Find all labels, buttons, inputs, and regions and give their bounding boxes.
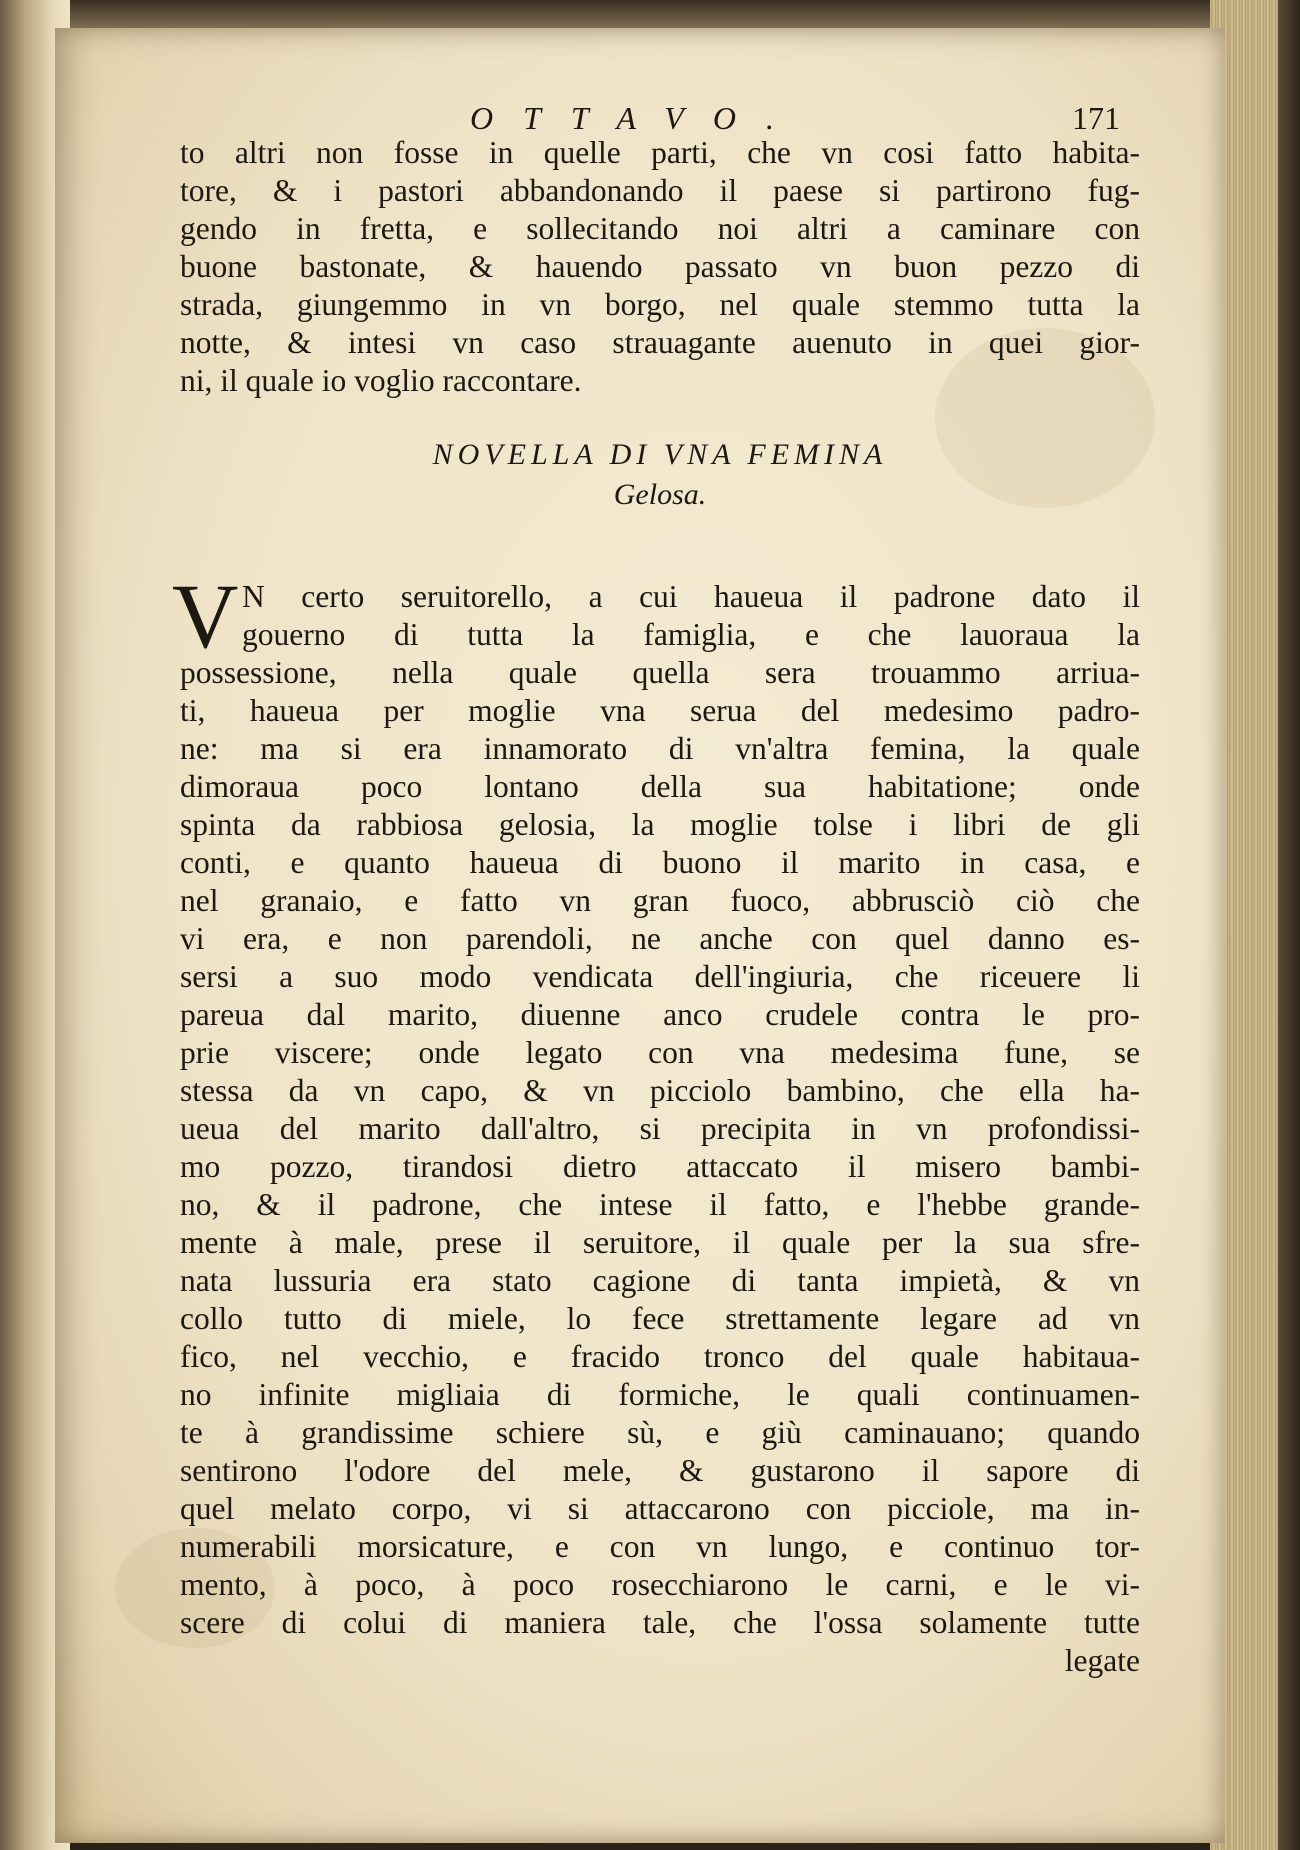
text-line: numerabili morsicature, e con vn lungo, e continuo tor- — [180, 1529, 1140, 1564]
text-line: sentirono l'odore del mele, & gustarono il sapore di — [180, 1453, 1140, 1488]
novella-subtitle: Gelosa. — [613, 478, 707, 511]
text-line: vi era, e non parendoli, ne anche con quel danno es- — [180, 921, 1140, 956]
text-line: gouerno di tutta la famiglia, e che lauoraua la — [242, 617, 1140, 652]
text-line: N certo seruitorello, a cui haueua il padrone dato il — [242, 579, 1140, 614]
text-line: pareua dal marito, diuenne anco crudele contra le pro- — [180, 997, 1140, 1032]
page — [55, 28, 1225, 1843]
text-line: scere di colui di maniera tale, che l'ossa solamente tutte — [180, 1605, 1140, 1640]
text-line: nel granaio, e fatto vn gran fuoco, abbrusciò ciò che — [180, 883, 1140, 918]
text-line: ueua del marito dall'altro, si precipita in vn profondissi- — [180, 1111, 1140, 1146]
text-line: quel melato corpo, vi si attaccarono con picciole, ma in- — [180, 1491, 1140, 1526]
text-line: te à grandissime schiere sù, e giù caminauano; quando — [180, 1415, 1140, 1450]
catchword: legate — [1064, 1643, 1140, 1678]
text-line: mente à male, prese il seruitore, il quale per la sua sfre- — [180, 1225, 1140, 1260]
text-line: stessa da vn capo, & vn picciolo bambino, che ella ha- — [180, 1073, 1140, 1108]
text-line: nata lussuria era stato cagione di tanta impietà, & vn — [180, 1263, 1140, 1298]
text-line: ni, il quale io voglio raccontare. — [180, 363, 582, 398]
text-line: dimoraua poco lontano della sua habitatione; onde — [180, 769, 1140, 804]
text-line: possessione, nella quale quella sera trouammo arriua- — [180, 655, 1140, 690]
text-line: no infinite migliaia di formiche, le quali continuamen- — [180, 1377, 1140, 1412]
text-line: no, & il padrone, che intese il fatto, e l'hebbe grande- — [180, 1187, 1140, 1222]
text-line: sersi a suo modo vendicata dell'ingiuria, che riceuere li — [180, 959, 1140, 994]
drop-cap: V — [172, 565, 239, 667]
text-line: notte, & intesi vn caso strauagante auenuto in quei gior- — [180, 325, 1140, 360]
text-line: ti, haueua per moglie vna serua del medesimo padro- — [180, 693, 1140, 728]
text-line: conti, e quanto haueua di buono il marito in casa, e — [180, 845, 1140, 880]
running-head: OTTAVO. — [470, 100, 804, 136]
text-line: gendo in fretta, e sollecitando noi altri a caminare con — [180, 211, 1140, 246]
text-line: mento, à poco, à poco rosecchiarono le carni, e le vi- — [180, 1567, 1140, 1602]
novella-title: NOVELLA DI VNA FEMINA — [432, 438, 888, 471]
text-line: to altri non fosse in quelle parti, che vn cosi fatto habita- — [180, 135, 1140, 170]
text-line: tore, & i pastori abbandonando il paese si partirono fug- — [180, 173, 1140, 208]
page-number: 171 — [1072, 100, 1120, 136]
text-line: prie viscere; onde legato con vna medesima fune, se — [180, 1035, 1140, 1070]
text-line: mo pozzo, tirandosi dietro attaccato il misero bambi- — [180, 1149, 1140, 1184]
text-line: strada, giungemmo in vn borgo, nel quale stemmo tutta la — [180, 287, 1140, 322]
text-line: spinta da rabbiosa gelosia, la moglie tolse i libri de gli — [180, 807, 1140, 842]
text-line: ne: ma si era innamorato di vn'altra femina, la quale — [180, 731, 1140, 766]
text-line: fico, nel vecchio, e fracido tronco del quale habitaua- — [180, 1339, 1140, 1374]
text-line: collo tutto di miele, lo fece strettamente legare ad vn — [180, 1301, 1140, 1336]
text-line: buone bastonate, & hauendo passato vn buon pezzo di — [180, 249, 1140, 284]
